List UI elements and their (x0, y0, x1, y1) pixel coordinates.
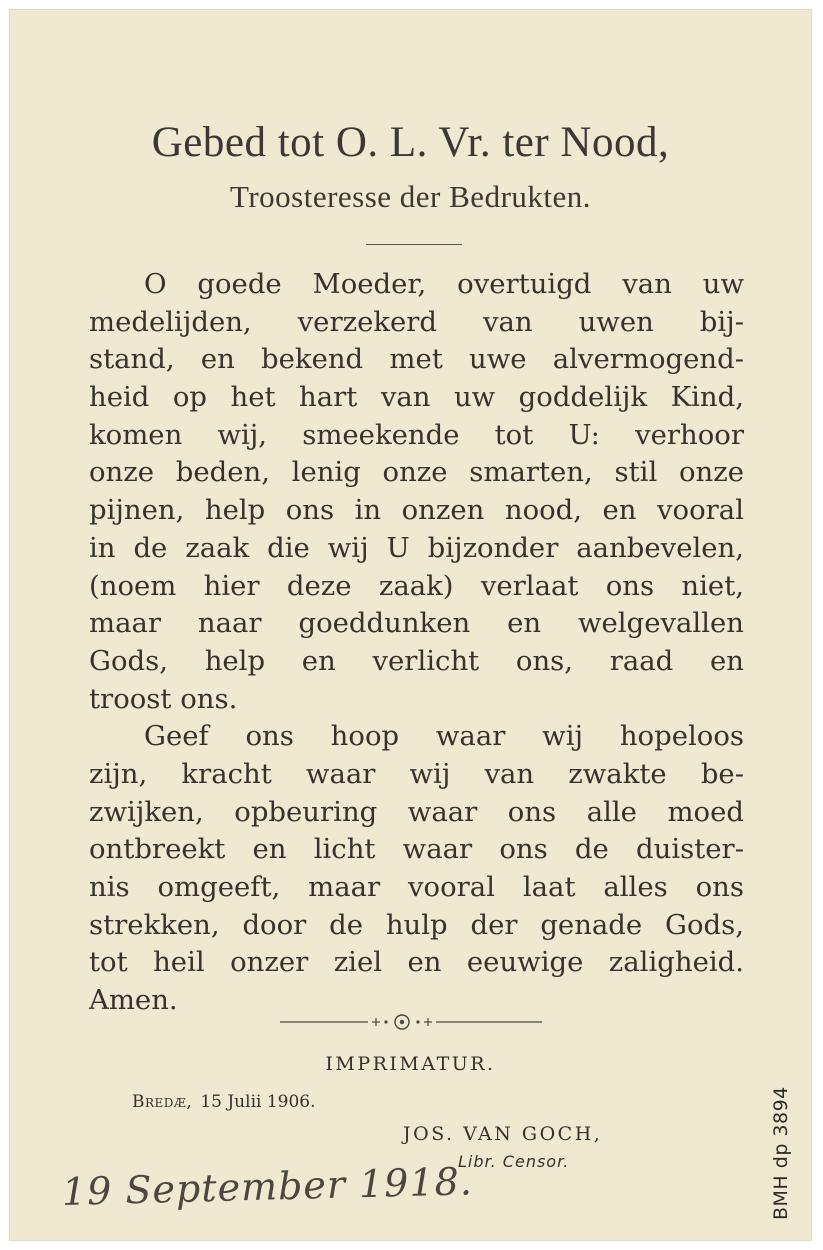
prayer-line: zijn, kracht waar wij van zwakte be- (89, 757, 744, 790)
prayer-line: stand, en bekend met uwe alvermogend- (89, 343, 744, 376)
prayer-line: pijnen, help ons in onzen nood, en vooral (89, 494, 744, 527)
prayer-text (89, 266, 744, 1020)
prayer-line: (noem hier deze zaak) verlaat ons niet, (89, 569, 744, 602)
prayer-line: heid op het hart van uw goddelijk Kind, (89, 381, 744, 414)
prayer-line: tot heil onzer ziel en eeuwige zaligheid. (89, 946, 744, 979)
archive-mark: BMH dp 3894 (770, 1086, 792, 1220)
handwritten-date: 19 September 1918. (61, 1159, 474, 1214)
prayer-line: Gods, help en verlicht ons, raad en (89, 644, 744, 677)
prayer-line: nis omgeeft, maar vooral laat alles ons (89, 871, 744, 903)
imprimatur-place: Bredæ, (132, 1092, 193, 1112)
imprimatur-label: IMPRIMATUR. (325, 1053, 496, 1075)
prayer-line: O goede Moeder, overtuigd van uw (144, 268, 744, 300)
ornament-icon (280, 1008, 542, 1036)
prayer-line: Amen. (89, 984, 178, 1017)
ornamental-divider (10, 1008, 811, 1036)
prayer-line: in de zaak die wij U bijzonder aanbevelen, (89, 531, 744, 564)
censor-title: Libr. Censor. (458, 1152, 570, 1171)
prayer-line: strekken, door de hulp der genade Gods, (89, 908, 744, 941)
prayer-line: komen wij, smeekende tot U: verhoor (89, 418, 744, 451)
prayer-line: troost ons. (89, 682, 238, 715)
imprimatur-place-date (132, 1092, 316, 1112)
title-divider (366, 244, 462, 245)
imprimatur-date: 15 Julii 1906. (200, 1092, 316, 1112)
prayer-line: onze beden, lenig onze smarten, stil onze (89, 456, 744, 489)
prayer-line: ontbreekt en licht waar ons de duister- (89, 833, 744, 866)
card-subtitle: Troosteresse der Bedrukten. (229, 179, 592, 214)
prayer-line: zwijken, opbeuring waar ons alle moed (89, 795, 744, 828)
prayer-line: medelijden, verzekerd van uwen bij- (89, 305, 744, 338)
prayer-card (10, 10, 811, 1240)
card-title: Gebed tot O. L. Vr. ter Nood, (151, 119, 670, 166)
prayer-line: Geef ons hoop waar wij hopeloos (144, 720, 744, 753)
prayer-line: maar naar goeddunken en welgevallen (89, 607, 744, 640)
censor-name: JOS. VAN GOCH, (403, 1123, 603, 1145)
